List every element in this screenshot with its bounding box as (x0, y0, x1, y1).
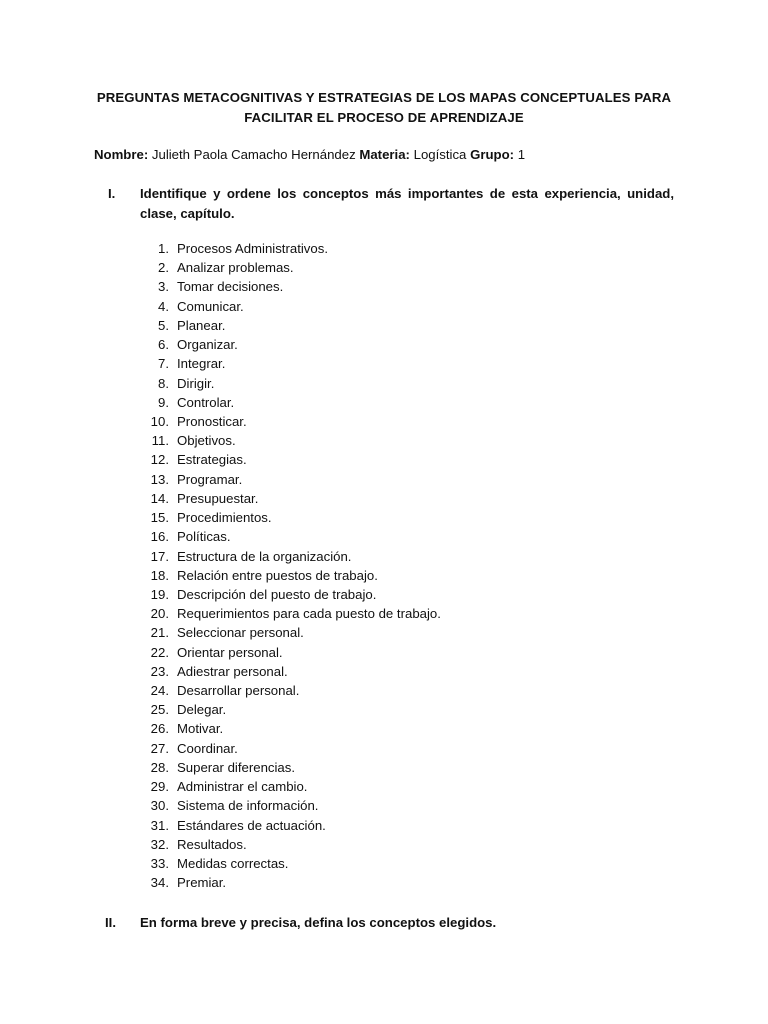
list-item-label: Seleccionar personal. (177, 625, 304, 641)
list-item-label: Delegar. (177, 702, 227, 718)
list-item (140, 816, 640, 835)
list-item-label: Estructura de la organización. (177, 548, 352, 564)
list-item-number: 21. (150, 625, 169, 641)
list-item-number: 27. (150, 740, 169, 756)
list-item-number: 1. (158, 241, 169, 256)
title-line-1: PREGUNTAS METACOGNITIVAS Y ESTRATEGIAS DE LOS MAPAS CONCEPTUALES PARA (96, 90, 672, 105)
list-item-label: Requerimientos para cada puesto de trabajo. (177, 606, 441, 622)
list-item-number: 20. (150, 606, 169, 622)
list-item (140, 412, 640, 431)
list-item-number: 4. (158, 298, 169, 314)
list-item-label: Dirigir. (177, 375, 215, 391)
list-item (140, 258, 640, 277)
list-item (140, 873, 640, 892)
list-item-number: 14. (150, 490, 169, 506)
list-item (140, 604, 640, 623)
list-item (140, 374, 640, 393)
list-item-label: Superar diferencias. (177, 759, 296, 775)
list-item-label: Descripción del puesto de trabajo. (177, 586, 377, 602)
list-item (140, 297, 640, 316)
list-item-number: 7. (158, 356, 169, 372)
list-item-number: 3. (158, 279, 169, 295)
list-item-label: Controlar. (177, 394, 235, 410)
list-item-number: 8. (158, 375, 169, 391)
list-item (140, 547, 640, 566)
list-item-label: Planear. (177, 317, 226, 333)
list-item-number: 13. (150, 471, 169, 487)
list-item-number: 12. (150, 452, 169, 468)
list-item-label: Procesos Administrativos. (177, 241, 328, 256)
list-item (140, 739, 640, 758)
list-item-number: 6. (158, 337, 169, 353)
list-item (140, 681, 640, 700)
list-item-number: 34. (150, 875, 169, 891)
list-item (140, 239, 640, 258)
list-item-label: Medidas correctas. (177, 856, 289, 871)
list-item (140, 335, 640, 354)
list-item-number: 19. (150, 586, 169, 602)
name-label: Nombre: (94, 147, 149, 162)
list-item-label: Integrar. (177, 356, 226, 372)
subject-value: Logística (413, 147, 467, 162)
list-item-label: Coordinar. (177, 740, 238, 756)
list-item-number: 10. (150, 413, 169, 429)
subject-label: Materia: (359, 147, 410, 162)
list-item-number: 33. (150, 856, 169, 871)
group-value: 1 (517, 147, 526, 162)
list-item-label: Estándares de actuación. (177, 817, 326, 833)
list-item-label: Programar. (177, 471, 243, 487)
list-item-label: Premiar. (177, 875, 227, 891)
list-item (140, 489, 640, 508)
list-item (140, 470, 640, 489)
list-item (140, 700, 640, 719)
list-item-number: 31. (150, 817, 169, 833)
list-item (140, 719, 640, 738)
list-item-number: 15. (150, 510, 169, 526)
section-1-number: I. (108, 186, 116, 201)
list-item-label: Adiestrar personal. (177, 663, 288, 679)
list-item (140, 566, 640, 585)
list-item (140, 854, 640, 873)
list-item-number: 18. (150, 567, 169, 583)
list-item-label: Pronosticar. (177, 413, 247, 429)
list-item (140, 777, 640, 796)
list-item-number: 29. (150, 779, 169, 795)
list-item-number: 9. (158, 394, 169, 410)
list-item-label: Motivar. (177, 721, 224, 737)
list-item-label: Objetivos. (177, 433, 236, 449)
list-item-label: Estrategias. (177, 452, 247, 468)
list-item (140, 431, 640, 450)
list-item (140, 354, 640, 373)
list-item-number: 11. (151, 433, 169, 449)
list-item-number: 26. (150, 721, 169, 737)
list-item-number: 28. (150, 759, 169, 775)
list-item (140, 450, 640, 469)
list-item-label: Organizar. (177, 337, 238, 353)
list-item-label: Tomar decisiones. (177, 279, 284, 295)
list-item-number: 32. (150, 836, 169, 852)
list-item (140, 585, 640, 604)
list-item (140, 758, 640, 777)
list-item (140, 796, 640, 815)
list-item-number: 24. (150, 683, 169, 699)
list-item-label: Procedimientos. (177, 510, 272, 526)
list-item-number: 30. (150, 798, 169, 814)
list-item-number: 22. (150, 644, 169, 660)
list-item (140, 662, 640, 681)
section-2-number: II. (105, 915, 116, 930)
list-item-label: Orientar personal. (177, 644, 283, 660)
group-label: Grupo: (470, 147, 515, 162)
list-item (140, 316, 640, 335)
list-item-number: 5. (158, 317, 169, 333)
list-item (140, 393, 640, 412)
list-item-label: Administrar el cambio. (177, 779, 308, 795)
student-info-line (94, 146, 525, 164)
list-item-number: 25. (150, 702, 169, 718)
list-item (140, 835, 640, 854)
concept-list (140, 239, 640, 892)
section-1-question: Identifique y ordene los conceptos más importantes de esta experiencia, unidad, clase, capítulo. (140, 186, 674, 221)
list-item (140, 508, 640, 527)
list-item-label: Políticas. (177, 529, 231, 545)
section-2-question: En forma breve y precisa, defina los conceptos elegidos. (140, 915, 497, 930)
list-item-number: 16. (150, 529, 169, 545)
list-item (140, 527, 640, 546)
list-item-label: Desarrollar personal. (177, 683, 300, 699)
list-item-number: 2. (158, 260, 169, 276)
list-item-label: Sistema de información. (177, 798, 319, 814)
list-item-label: Relación entre puestos de trabajo. (177, 567, 378, 583)
list-item-number: 17. (150, 548, 169, 564)
list-item-label: Analizar problemas. (177, 260, 294, 276)
name-value: Julieth Paola Camacho Hernández (151, 147, 356, 162)
list-item (140, 643, 640, 662)
list-item (140, 277, 640, 296)
document-title (90, 88, 678, 128)
list-item-number: 23. (150, 663, 169, 679)
list-item-label: Resultados. (177, 836, 247, 852)
title-line-2: FACILITAR EL PROCESO DE APRENDIZAJE (244, 110, 524, 125)
list-item (140, 623, 640, 642)
list-item-label: Comunicar. (177, 298, 244, 314)
list-item-label: Presupuestar. (177, 490, 259, 506)
